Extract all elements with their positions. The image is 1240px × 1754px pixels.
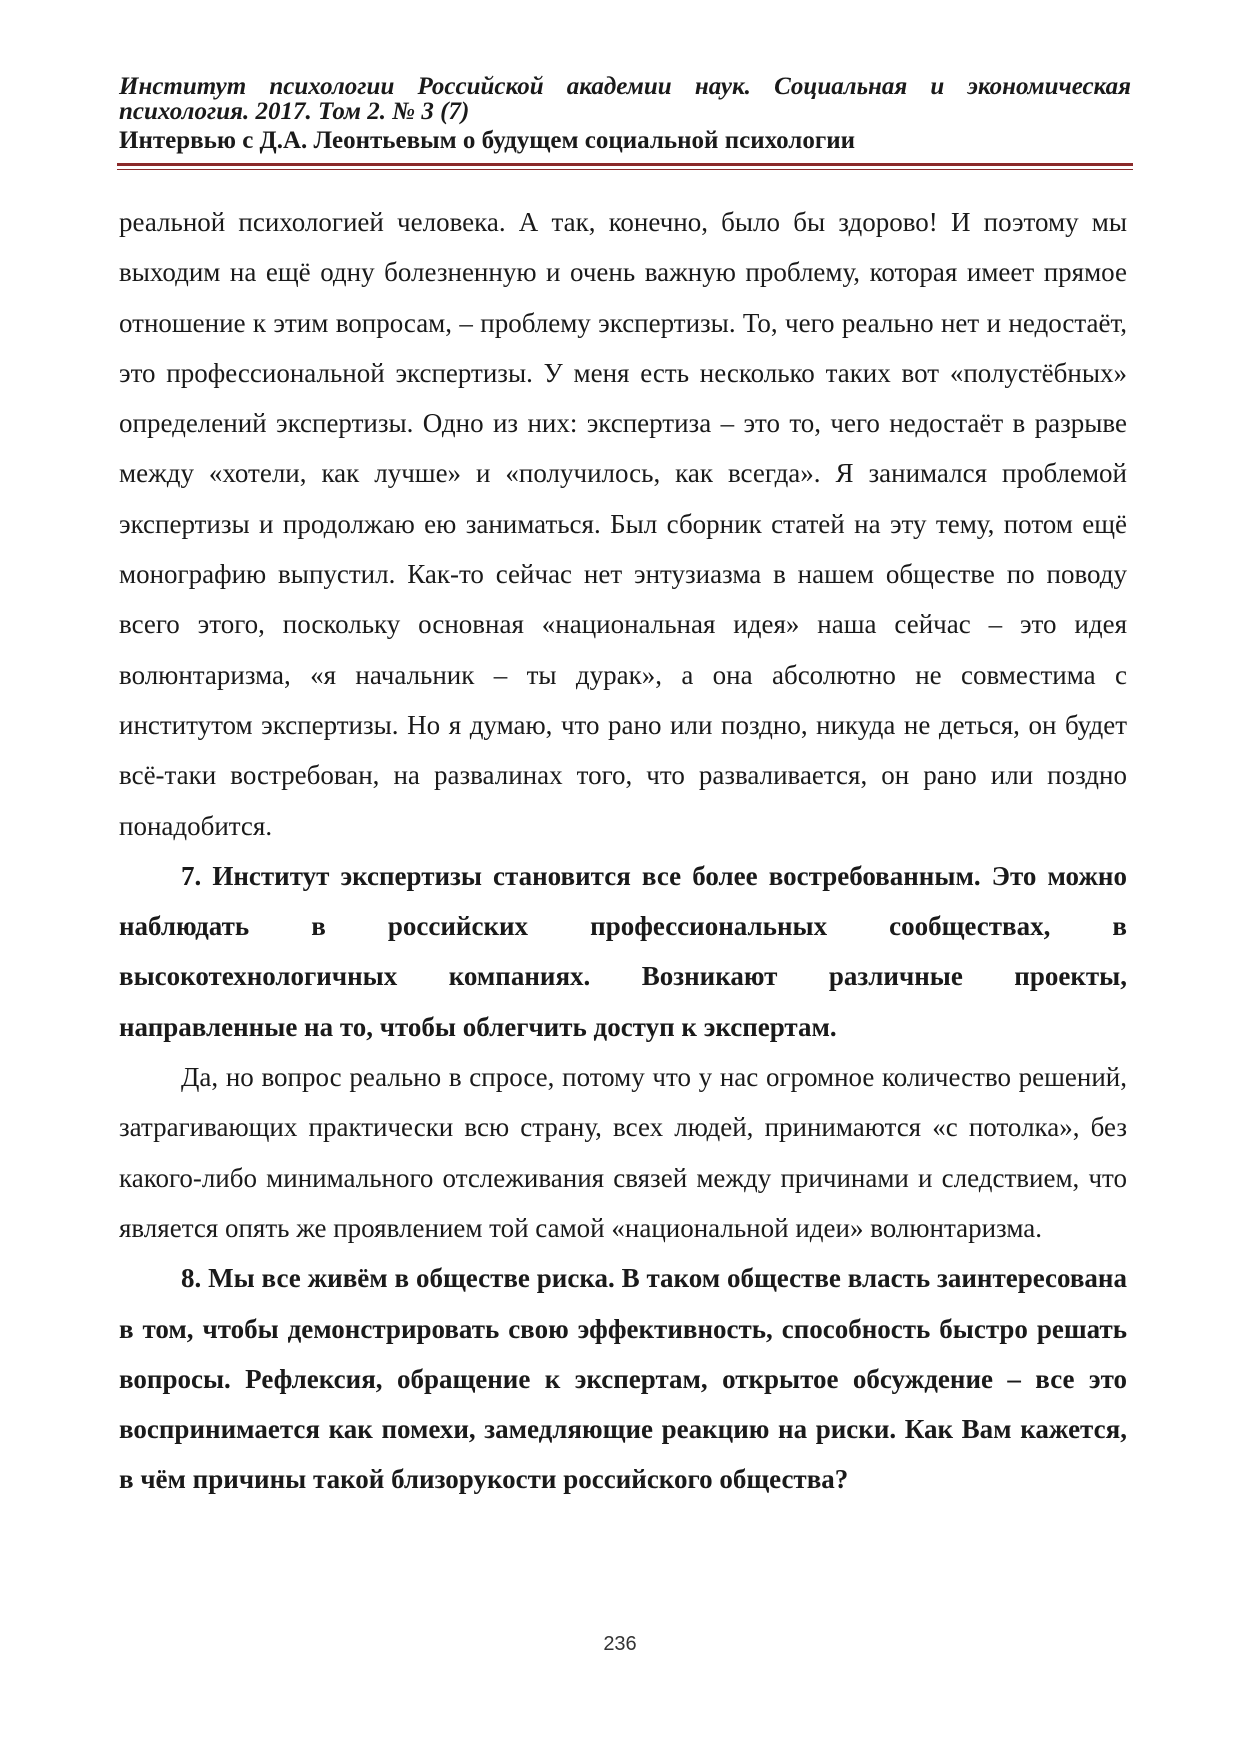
article-body	[119, 197, 1127, 1505]
running-header	[119, 74, 1131, 155]
answer-paragraph-7: Да, но вопрос реально в спросе, потому что у нас огромное количество решений, затрагивающих практически всю страну, всех людей, принимаются «с потолка», без какого-либо минимального отслеживания связей между причинами и следствием, что является опять же проявлением той самой «национальной идеи» волюнтаризма.	[119, 1062, 1127, 1243]
question-8: 8. Мы все живём в обществе риска. В таком обществе власть заинтересована в том, чтобы демонстрировать свою эффективность, способность быстро решать вопросы. Рефлексия, обращение к экспертам, открытое обсуждение – все это воспринимается как помехи, замедляющие реакцию на риски. Как Вам кажется, в чём причины такой близорукости российского общества?	[119, 1263, 1127, 1495]
article-title: Интервью с Д.А. Леонтьевым о будущем социальной психологии	[119, 127, 855, 154]
journal-citation: Институт психологии Российской академии наук. Социальная и экономическая психология. 2017. Том 2. № 3 (7)	[119, 73, 1131, 125]
header-rule-thick	[117, 163, 1133, 166]
page-number: 236	[603, 1633, 637, 1655]
question-7: 7. Институт экспертизы становится все более востребованным. Это можно наблюдать в российских профессиональных сообществах, в высокотехнологичных компаниях. Возникают различные проекты, направленные на то, чтобы облегчить доступ к экспертам.	[119, 860, 1127, 1042]
header-rule-thin	[117, 169, 1133, 170]
answer-paragraph-continued: реальной психологией человека. А так, конечно, было бы здорово! И поэтому мы выходим на ещё одну болезненную и очень важную проблему, которая имеет прямое отношение к этим вопросам, – проблему экспертизы. То, чего реально нет и недостаёт, это профессиональной экспертизы. У меня есть несколько таких вот «полустёбных» определений экспертизы. Одно из них: экспертиза – это то, чего недостаёт в разрыве между «хотели, как лучше» и «получилось, как всегда». Я занимался проблемой экспертизы и продолжаю ею заниматься. Был сборник статей на эту тему, потом ещё монографию выпустил. Как-то сейчас нет энтузиазма в нашем обществе по поводу всего этого, поскольку основная «национальная идея» наша сейчас – это идея волюнтаризма, «я начальник – ты дурак», а она абсолютно не совместима с институтом экспертизы. Но я думаю, что рано или поздно, никуда не деться, он будет всё-таки востребован, на развалинах того, что разваливается, он рано или поздно понадобится.	[119, 207, 1127, 841]
